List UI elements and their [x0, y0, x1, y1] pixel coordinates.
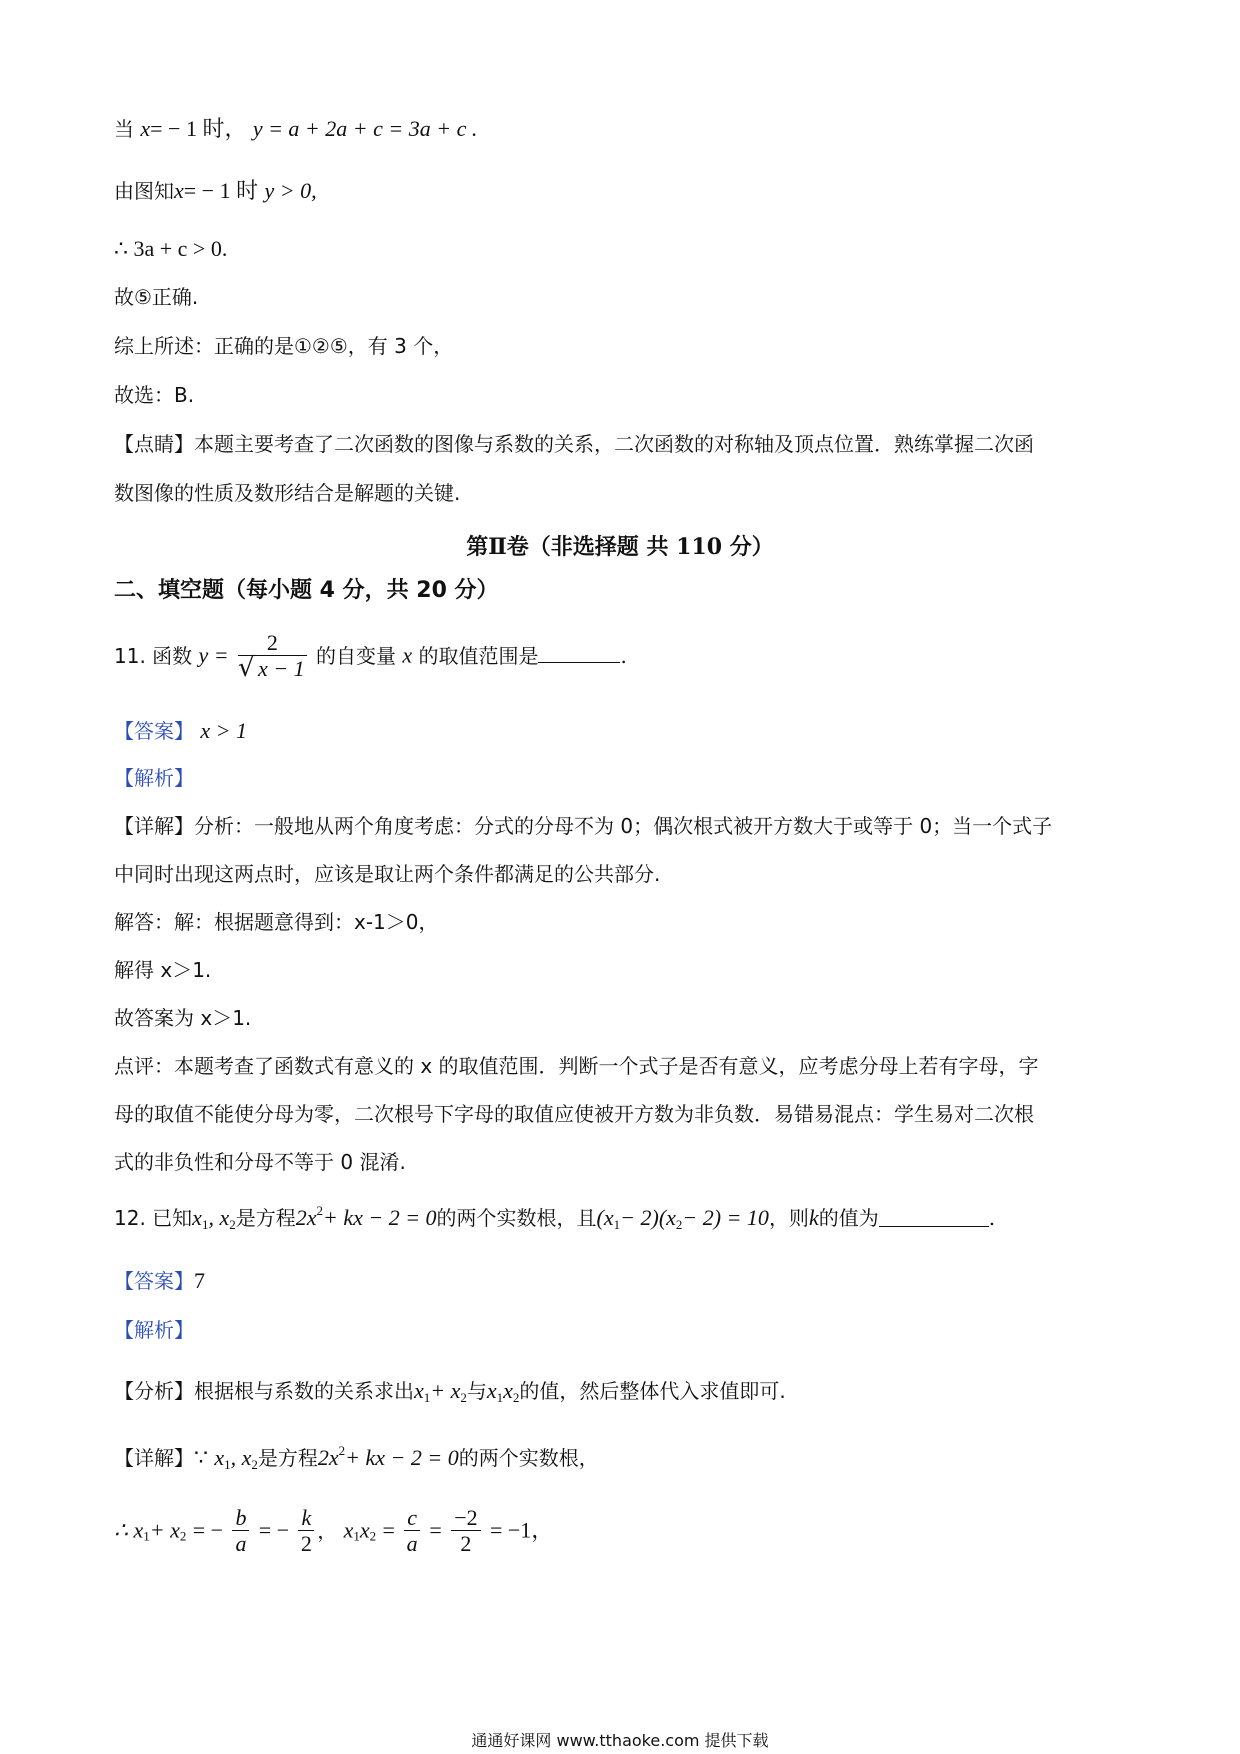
line-6: 故选：B.	[114, 383, 195, 407]
radicand: x − 1	[258, 656, 305, 682]
text: 当	[114, 117, 134, 141]
math: 2	[369, 1528, 377, 1544]
section-title: 第Ⅱ卷（非选择题 共 110 分）	[466, 534, 774, 560]
text: 是方程	[257, 1446, 318, 1470]
math: 2	[229, 1217, 236, 1232]
math: 1	[423, 1390, 431, 1405]
math: ∴ x	[114, 1517, 144, 1543]
math: x	[192, 1205, 202, 1230]
section-heading: 二、填空题（每小题 4 分，共 20 分）	[114, 578, 499, 603]
math: 2	[512, 1390, 520, 1405]
math: 2	[316, 1203, 323, 1218]
analysis-label: 【解析】	[114, 1318, 194, 1342]
math: + x	[430, 1378, 461, 1403]
math: , x	[230, 1445, 252, 1470]
text: 的两个实数根，	[458, 1446, 599, 1470]
line-2	[114, 178, 317, 204]
detail-11-1	[114, 814, 1052, 838]
analysis-label: 【解析】	[114, 766, 194, 790]
fraction	[232, 1505, 249, 1557]
text: 11. 函数	[114, 643, 193, 668]
fraction	[298, 1505, 314, 1557]
text: 与	[466, 1379, 487, 1403]
math: = −	[192, 1517, 224, 1543]
line-4: 故⑤正确.	[114, 285, 199, 309]
text: 的取值范围是	[418, 643, 539, 668]
text: 的自变量	[316, 643, 396, 668]
math: 1	[613, 1217, 621, 1232]
math: = −	[258, 1517, 290, 1543]
math: 2	[179, 1528, 187, 1544]
detail-12-2	[114, 1505, 553, 1557]
math: y =	[198, 642, 229, 668]
detail-11-2: 中同时出现这两点时，应该是取让两个条件都满足的公共部分.	[114, 862, 661, 886]
math: + kx − 2 = 0	[322, 1205, 437, 1230]
math: ∵	[194, 1445, 208, 1470]
answer-blank	[879, 1206, 989, 1227]
math: x	[214, 1445, 225, 1470]
math: 1	[496, 1390, 504, 1405]
math: y > 0,	[264, 178, 317, 203]
math: x	[343, 1517, 354, 1543]
fenxi-12	[114, 1378, 786, 1406]
text: 的两个实数根，且	[436, 1206, 597, 1230]
math: 2	[251, 1457, 258, 1472]
text: .	[620, 643, 627, 668]
answer-11	[114, 718, 247, 744]
math: 2	[338, 1443, 346, 1458]
math: x	[414, 1378, 424, 1403]
question-12	[114, 1203, 995, 1233]
math: 2	[460, 1390, 467, 1405]
answer-value: x > 1	[200, 718, 247, 743]
text: 分析：一般地从两个角度考虑：分式的分母不为 0；偶次根式被开方数大于或等于 0；当一个式子	[194, 814, 1053, 838]
denominator: a	[235, 1531, 247, 1557]
math: x	[486, 1378, 497, 1403]
text: 是方程	[235, 1206, 296, 1230]
math: = − 1 时	[183, 178, 259, 203]
line-5: 综上所述：正确的是①②⑤，有 3 个，	[114, 334, 454, 358]
answer-label: 【答案】	[114, 719, 194, 743]
math: =	[382, 1517, 395, 1543]
numerator: k	[298, 1505, 314, 1531]
math: , x	[208, 1205, 230, 1230]
question-11	[114, 630, 627, 682]
detail-11-4: 解得 x＞1.	[114, 958, 212, 982]
math: x	[359, 1517, 370, 1543]
line-7	[114, 432, 1034, 456]
line-3: ∴ 3a + c > 0.	[114, 236, 228, 261]
text: 根据根与系数的关系求出	[194, 1379, 414, 1403]
dianjing-label: 【点睛】	[114, 432, 194, 456]
math: + x	[149, 1517, 180, 1543]
math: 1	[143, 1528, 150, 1544]
math: x	[174, 178, 184, 203]
footer: 通通好课网 www.tthaoke.com 提供下载	[471, 1731, 769, 1750]
answer-blank	[538, 642, 620, 663]
fraction	[404, 1505, 420, 1557]
text: .	[988, 1206, 996, 1230]
detail-12-1	[114, 1443, 599, 1473]
math: (x	[596, 1205, 614, 1230]
denominator: 2	[460, 1531, 472, 1557]
answer-label: 【答案】	[114, 1269, 194, 1293]
numerator: 2	[238, 630, 307, 656]
math: x	[402, 642, 413, 668]
text: 的值，然后整体代入求值即可.	[519, 1379, 786, 1403]
numerator: −2	[451, 1505, 480, 1531]
math: x	[503, 1378, 513, 1403]
math: = −1，	[489, 1517, 554, 1543]
text: 由图知	[114, 179, 174, 203]
math: x	[140, 116, 151, 141]
math: − 2) = 10	[682, 1205, 769, 1230]
detail-11-5: 故答案为 x＞1.	[114, 1006, 252, 1030]
detail-11-6: 点评：本题考查了函数式有意义的 x 的取值范围．判断一个式子是否有意义，应考虑分母上若有字母，字	[114, 1054, 1039, 1078]
answer-12	[114, 1268, 205, 1294]
answer-value: 7	[194, 1268, 205, 1293]
denominator: 2	[300, 1531, 312, 1557]
math: − 2)(x	[620, 1205, 676, 1230]
math: 1	[353, 1528, 360, 1544]
fenxi-label: 【分析】	[114, 1379, 194, 1403]
detail-label: 【详解】	[114, 814, 194, 838]
math: 2x	[317, 1445, 339, 1470]
math: k	[808, 1205, 819, 1230]
math: + kx − 2 = 0	[345, 1445, 459, 1470]
math: =	[429, 1517, 442, 1543]
text: 12. 已知	[114, 1206, 193, 1230]
detail-11-3: 解答：解：根据题意得到：x-1＞0，	[114, 910, 439, 934]
math: 2	[675, 1217, 683, 1232]
text: ，	[317, 1518, 338, 1543]
numerator: c	[404, 1505, 420, 1531]
line-8: 数图像的性质及数形结合是解题的关键.	[114, 481, 461, 505]
math: y = a + 2a + c = 3a + c .	[252, 116, 478, 141]
detail-11-8: 式的非负性和分母不等于 0 混淆.	[114, 1150, 406, 1174]
text: 的值为	[818, 1206, 879, 1230]
math: = − 1 时，	[150, 116, 247, 141]
math: 2x	[295, 1205, 317, 1230]
detail-11-7: 母的取值不能使分母为零，二次根号下字母的取值应使被开方数为非负数．易错易混点：学生易对二次根	[114, 1102, 1034, 1126]
math: 1	[201, 1217, 209, 1232]
text: ，则	[768, 1206, 809, 1230]
numerator: b	[232, 1505, 249, 1531]
line-1	[114, 116, 477, 142]
denominator: a	[406, 1531, 418, 1557]
fraction	[238, 630, 307, 682]
text: 本题主要考查了二次函数的图像与系数的关系，二次函数的对称轴及顶点位置．熟练掌握二次函	[194, 432, 1034, 456]
sqrt-sign-icon: √	[238, 653, 255, 684]
sqrt	[238, 653, 307, 684]
math: 1	[224, 1457, 231, 1472]
detail-label: 【详解】	[114, 1446, 194, 1470]
fraction	[451, 1505, 480, 1557]
